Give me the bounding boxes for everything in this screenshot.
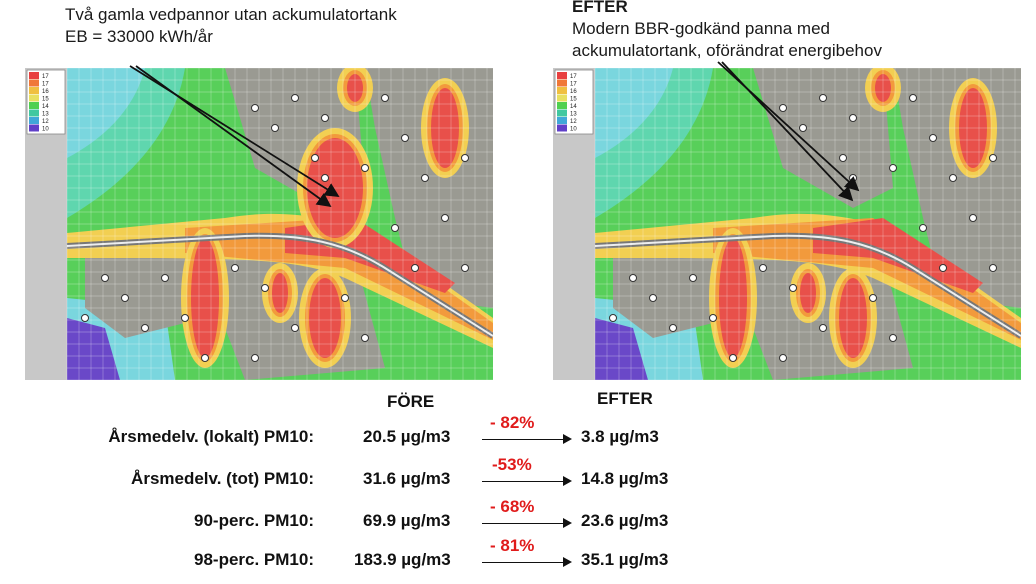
right-caption-heading: EFTER xyxy=(572,0,628,16)
row-label: Årsmedelv. (lokalt) PM10: xyxy=(108,427,314,446)
value-before: 31.6 µg/m3 xyxy=(363,469,451,488)
change-percent: -53% xyxy=(492,455,532,474)
legend-label: 17 xyxy=(570,81,577,88)
legend-label: 16 xyxy=(42,89,49,95)
left-arrow-1 xyxy=(130,66,338,196)
value-before: 69.9 µg/m3 xyxy=(363,511,451,530)
value-after: 14.8 µg/m3 xyxy=(581,469,669,488)
legend-label: 10 xyxy=(570,126,577,133)
change-arrow xyxy=(482,562,564,563)
right-caption-line1: Modern BBR-godkänd panna med xyxy=(572,19,830,38)
legend-label: 14 xyxy=(42,104,49,110)
row-label: Årsmedelv. (tot) PM10: xyxy=(131,469,314,488)
change-arrowhead xyxy=(563,434,572,444)
value-after: 35.1 µg/m3 xyxy=(581,550,669,569)
right-caption-line2: ackumulatortank, oförändrat energibehov xyxy=(572,41,882,60)
change-arrow xyxy=(482,481,564,482)
legend-label: 13 xyxy=(42,111,49,118)
legend-label: 12 xyxy=(42,119,49,125)
left-arrow-2 xyxy=(136,66,330,206)
change-arrowhead xyxy=(563,476,572,486)
value-after: 3.8 µg/m3 xyxy=(581,427,659,446)
legend-label: 13 xyxy=(570,111,577,118)
legend-label: 10 xyxy=(42,126,49,133)
change-arrow xyxy=(482,523,564,524)
legend-label: 15 xyxy=(570,96,577,103)
change-arrowhead xyxy=(563,518,572,528)
value-after: 23.6 µg/m3 xyxy=(581,511,669,530)
legend-label: 17 xyxy=(42,81,49,88)
value-before: 20.5 µg/m3 xyxy=(363,427,451,446)
legend-label: 17 xyxy=(570,74,577,80)
row-label: 98-perc. PM10: xyxy=(194,550,314,569)
legend-label: 17 xyxy=(42,74,49,80)
legend-label: 14 xyxy=(570,104,577,110)
change-percent: - 81% xyxy=(490,536,535,555)
legend-label: 15 xyxy=(42,96,49,103)
left-caption-line2: EB = 33000 kWh/år xyxy=(65,27,213,46)
legend-label: 16 xyxy=(570,89,577,95)
row-label: 90-perc. PM10: xyxy=(194,511,314,530)
header-after: EFTER xyxy=(597,389,653,408)
legend-label: 12 xyxy=(570,119,577,125)
value-before: 183.9 µg/m3 xyxy=(354,550,451,569)
header-before: FÖRE xyxy=(387,392,435,411)
change-arrowhead xyxy=(563,557,572,567)
change-arrow xyxy=(482,439,564,440)
change-percent: - 68% xyxy=(490,497,535,516)
left-caption-line1: Två gamla vedpannor utan ackumulatortank xyxy=(65,5,397,24)
right-arrow-2 xyxy=(722,62,852,200)
change-percent: - 82% xyxy=(490,413,535,432)
